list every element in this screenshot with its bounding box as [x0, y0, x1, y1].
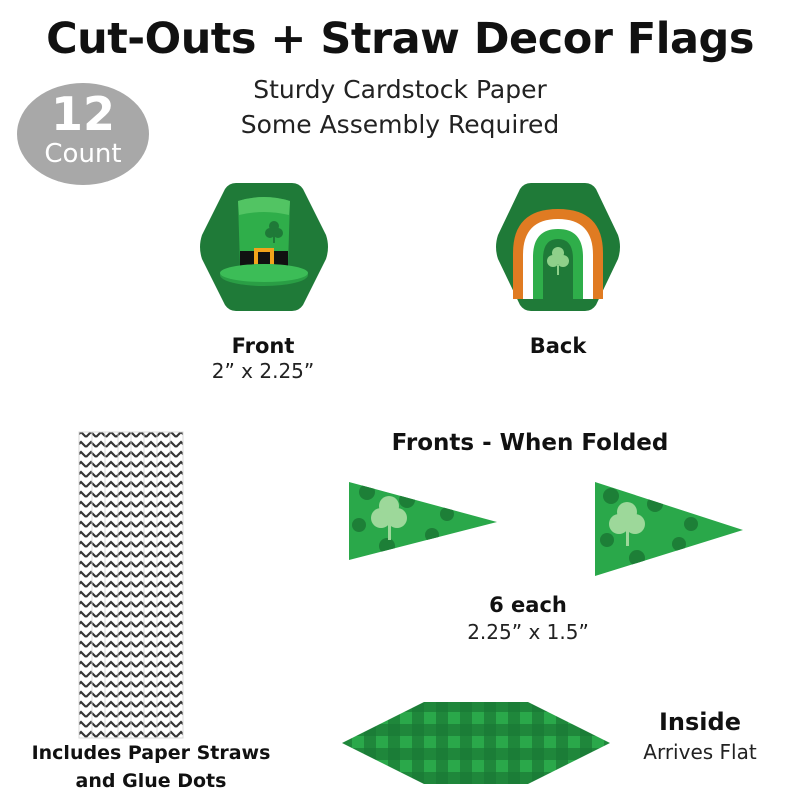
- front-title: Front: [231, 334, 295, 358]
- product-title: Cut-Outs + Straw Decor Flags: [46, 14, 754, 64]
- inside-subtitle: Arrives Flat: [643, 740, 757, 764]
- straws-caption-line-2: and Glue Dots: [75, 770, 227, 792]
- back-title: Back: [529, 334, 587, 358]
- shamrock-flag-icon: [347, 480, 499, 562]
- count-label: Count: [44, 139, 122, 169]
- rainbow-shamrock-icon: [493, 181, 623, 313]
- folded-size: 2.25” x 1.5”: [467, 620, 589, 644]
- folded-count: 6 each: [489, 593, 567, 617]
- count-number: 12: [50, 87, 115, 141]
- count-badge: [17, 83, 149, 185]
- leprechaun-hat-icon: [196, 181, 332, 313]
- plaid-flag-icon: [340, 700, 612, 786]
- subtitle-line-1: Sturdy Cardstock Paper: [253, 75, 547, 104]
- straws-caption-line-1: Includes Paper Straws: [31, 742, 271, 764]
- inside-title: Inside: [659, 708, 741, 736]
- folded-heading: Fronts - When Folded: [391, 430, 669, 456]
- subtitle-line-2: Some Assembly Required: [240, 110, 560, 139]
- front-size: 2” x 2.25”: [211, 359, 315, 383]
- paper-straws-image: [76, 430, 186, 740]
- shamrock-flag-icon-2: [593, 480, 745, 578]
